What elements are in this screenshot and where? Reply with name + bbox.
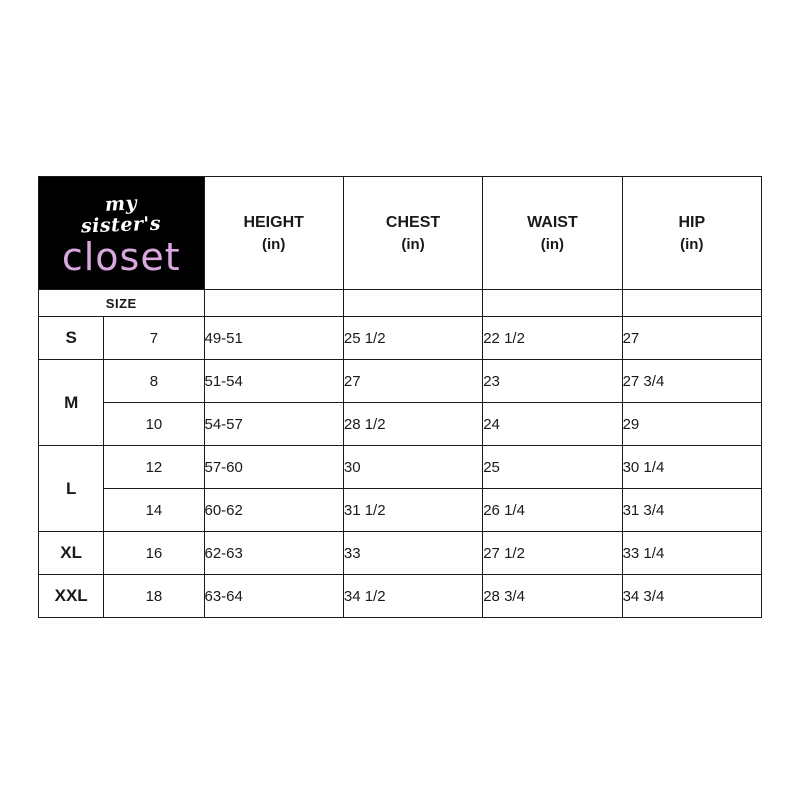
row-waist: 28 3/4 bbox=[483, 575, 622, 618]
column-header-chest bbox=[343, 177, 482, 290]
row-height: 63-64 bbox=[204, 575, 343, 618]
brand-logo-line-2: sister's bbox=[80, 212, 162, 237]
row-height: 54-57 bbox=[204, 403, 343, 446]
row-hip: 29 bbox=[622, 403, 761, 446]
row-hip: 30 1/4 bbox=[622, 446, 761, 489]
table-header-row bbox=[39, 177, 762, 290]
row-height: 57-60 bbox=[204, 446, 343, 489]
size-column-header: SIZE bbox=[39, 290, 205, 317]
column-header-waist bbox=[483, 177, 622, 290]
row-waist: 22 1/2 bbox=[483, 317, 622, 360]
table-row bbox=[39, 446, 762, 489]
table-row bbox=[39, 317, 762, 360]
column-header-hip-label: HIP bbox=[678, 213, 706, 231]
row-waist: 24 bbox=[483, 403, 622, 446]
row-numeric-size: 16 bbox=[104, 532, 204, 575]
row-chest: 25 1/2 bbox=[343, 317, 482, 360]
row-hip: 27 3/4 bbox=[622, 360, 761, 403]
row-numeric-size: 10 bbox=[104, 403, 204, 446]
column-header-waist-label: WAIST bbox=[527, 213, 578, 231]
row-hip: 34 3/4 bbox=[622, 575, 761, 618]
table-row bbox=[39, 360, 762, 403]
table-row bbox=[39, 489, 762, 532]
column-header-height bbox=[204, 177, 343, 290]
table-row bbox=[39, 575, 762, 618]
row-waist: 27 1/2 bbox=[483, 532, 622, 575]
row-waist: 23 bbox=[483, 360, 622, 403]
row-hip: 33 1/4 bbox=[622, 532, 761, 575]
row-size-label: S bbox=[39, 317, 104, 360]
row-chest: 33 bbox=[343, 532, 482, 575]
row-chest: 30 bbox=[343, 446, 482, 489]
row-chest: 28 1/2 bbox=[343, 403, 482, 446]
row-hip: 27 bbox=[622, 317, 761, 360]
brand-logo-line-3: closet bbox=[61, 234, 181, 279]
row-waist: 26 1/4 bbox=[483, 489, 622, 532]
size-chart-container bbox=[38, 176, 762, 618]
column-header-waist-unit: (in) bbox=[540, 235, 565, 253]
row-height: 62-63 bbox=[204, 532, 343, 575]
row-chest: 34 1/2 bbox=[343, 575, 482, 618]
row-hip: 31 3/4 bbox=[622, 489, 761, 532]
column-header-hip bbox=[622, 177, 761, 290]
brand-logo-line-1: my bbox=[104, 191, 138, 216]
table-row bbox=[39, 532, 762, 575]
size-subheader-row bbox=[39, 290, 762, 317]
row-numeric-size: 14 bbox=[104, 489, 204, 532]
row-height: 60-62 bbox=[204, 489, 343, 532]
column-header-height-unit: (in) bbox=[262, 235, 286, 253]
column-header-height-label: HEIGHT bbox=[243, 213, 304, 231]
brand-logo bbox=[39, 177, 205, 290]
row-size-label: L bbox=[39, 446, 104, 532]
column-header-hip-unit: (in) bbox=[680, 235, 704, 253]
row-waist: 25 bbox=[483, 446, 622, 489]
column-header-chest-unit: (in) bbox=[401, 235, 425, 253]
size-chart-table bbox=[38, 176, 762, 618]
row-height: 51-54 bbox=[204, 360, 343, 403]
row-size-label: XL bbox=[39, 532, 104, 575]
row-chest: 27 bbox=[343, 360, 482, 403]
table-row bbox=[39, 403, 762, 446]
row-numeric-size: 8 bbox=[104, 360, 204, 403]
row-chest: 31 1/2 bbox=[343, 489, 482, 532]
column-header-chest-label: CHEST bbox=[385, 213, 441, 231]
row-numeric-size: 18 bbox=[104, 575, 204, 618]
row-size-label: XXL bbox=[39, 575, 104, 618]
row-numeric-size: 12 bbox=[104, 446, 204, 489]
row-height: 49-51 bbox=[204, 317, 343, 360]
row-size-label: M bbox=[39, 360, 104, 446]
row-numeric-size: 7 bbox=[104, 317, 204, 360]
